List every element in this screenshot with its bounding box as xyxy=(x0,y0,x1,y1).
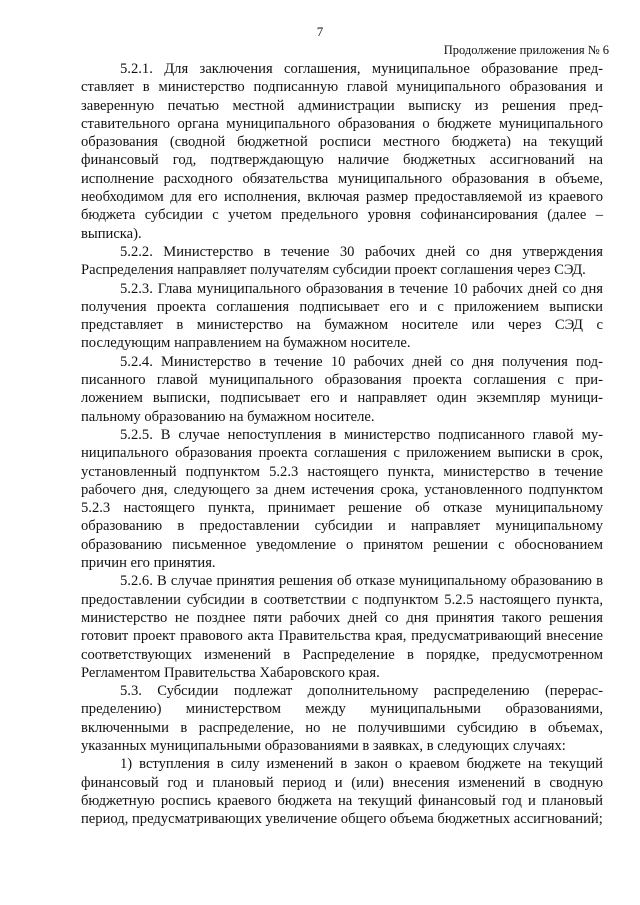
paragraph-5-2-4: 5.2.4. Министерство в течение 10 рабочих дней со дня получения подписанного главой муниципального образования проекта соглашения с приложением выписки, подписывает его и направляет один экземпляр муниципальному образованию на бумажном носителе. xyxy=(81,353,603,425)
paragraph-5-2-3: 5.2.3. Глава муниципального образования в течение 10 рабочих дней со дня получения проекта соглашения подписывает его и с приложением выписки представляет в министерство на бумажном носителе или через СЭД с последующим направлением на бумажном носителе. xyxy=(81,280,603,352)
document-body xyxy=(81,60,603,828)
paragraph-5-2-1: 5.2.1. Для заключения соглашения, муниципальное образование представляет в министерство подписанную главой муниципального образования и заверенную печатью местной администрации выписку из решения представительного органа муниципального образования о бюджете муниципального образования (сводной бюджетной росписи местного бюджета) на текущий финансовый год, подтверждающую наличие бюджетных ассигнований на исполнение расходного обязательства муниципального образования в объеме, необходимом для его исполнения, включая размер предоставляемой из краевого бюджета субсидии с учетом предельного уровня софинансирования (далее – выписка). xyxy=(81,61,603,242)
paragraph-5-3: 5.3. Субсидии подлежат дополнительному распределению (перераспределению) министерством между муниципальными образованиями, включенными в распределение, но не получившими субсидию в объемах, указанных муниципальными образованиями в заявках, в следующих случаях: xyxy=(81,683,603,754)
appendix-continuation-label: Продолжение приложения № 6 xyxy=(443,43,609,57)
list-item-1: 1) вступления в силу изменений в закон о краевом бюджете на текущий финансовый год и плановый период и (или) внесения изменений в сводную бюджетную роспись краевого бюджета на текущий финансовый год и плановый период, предусматривающих увеличение общего объема бюджетных ассигнований; xyxy=(81,756,603,828)
paragraph-5-2-5: 5.2.5. В случае непоступления в министерство подписанного главой муниципального образования проекта соглашения с приложением выписки в срок, установленный подпунктом 5.2.3 настоящего пункта, министерство в течение рабочего дня, следующего за днем истечения срока, установленного подпунктом 5.2.3 настоящего пункта, принимает решение об отказе муниципальному образованию в предоставлении субсидии и направляет муниципальному образованию письменное уведомление о принятом решении с обоснованием причин его принятия. xyxy=(81,426,603,572)
page-number: 7 xyxy=(316,24,324,39)
paragraph-5-2-6: 5.2.6. В случае принятия решения об отказе муниципальному образованию в предоставлении субсидии в соответствии с подпунктом 5.2.5 настоящего пункта, министерство не позднее пяти рабочих дней со дня принятия такого решения готовит проект правового акта Правительства края, предусматривающий внесение соответствующих изменений в Распределение в порядке, предусмотренном Регламентом Правительства Хабаровского края. xyxy=(81,573,603,681)
paragraph-5-2-2: 5.2.2. Министерство в течение 30 рабочих дней со дня утверждения Распределения направляет получателям субсидии проект соглашения через СЭД. xyxy=(81,243,603,279)
